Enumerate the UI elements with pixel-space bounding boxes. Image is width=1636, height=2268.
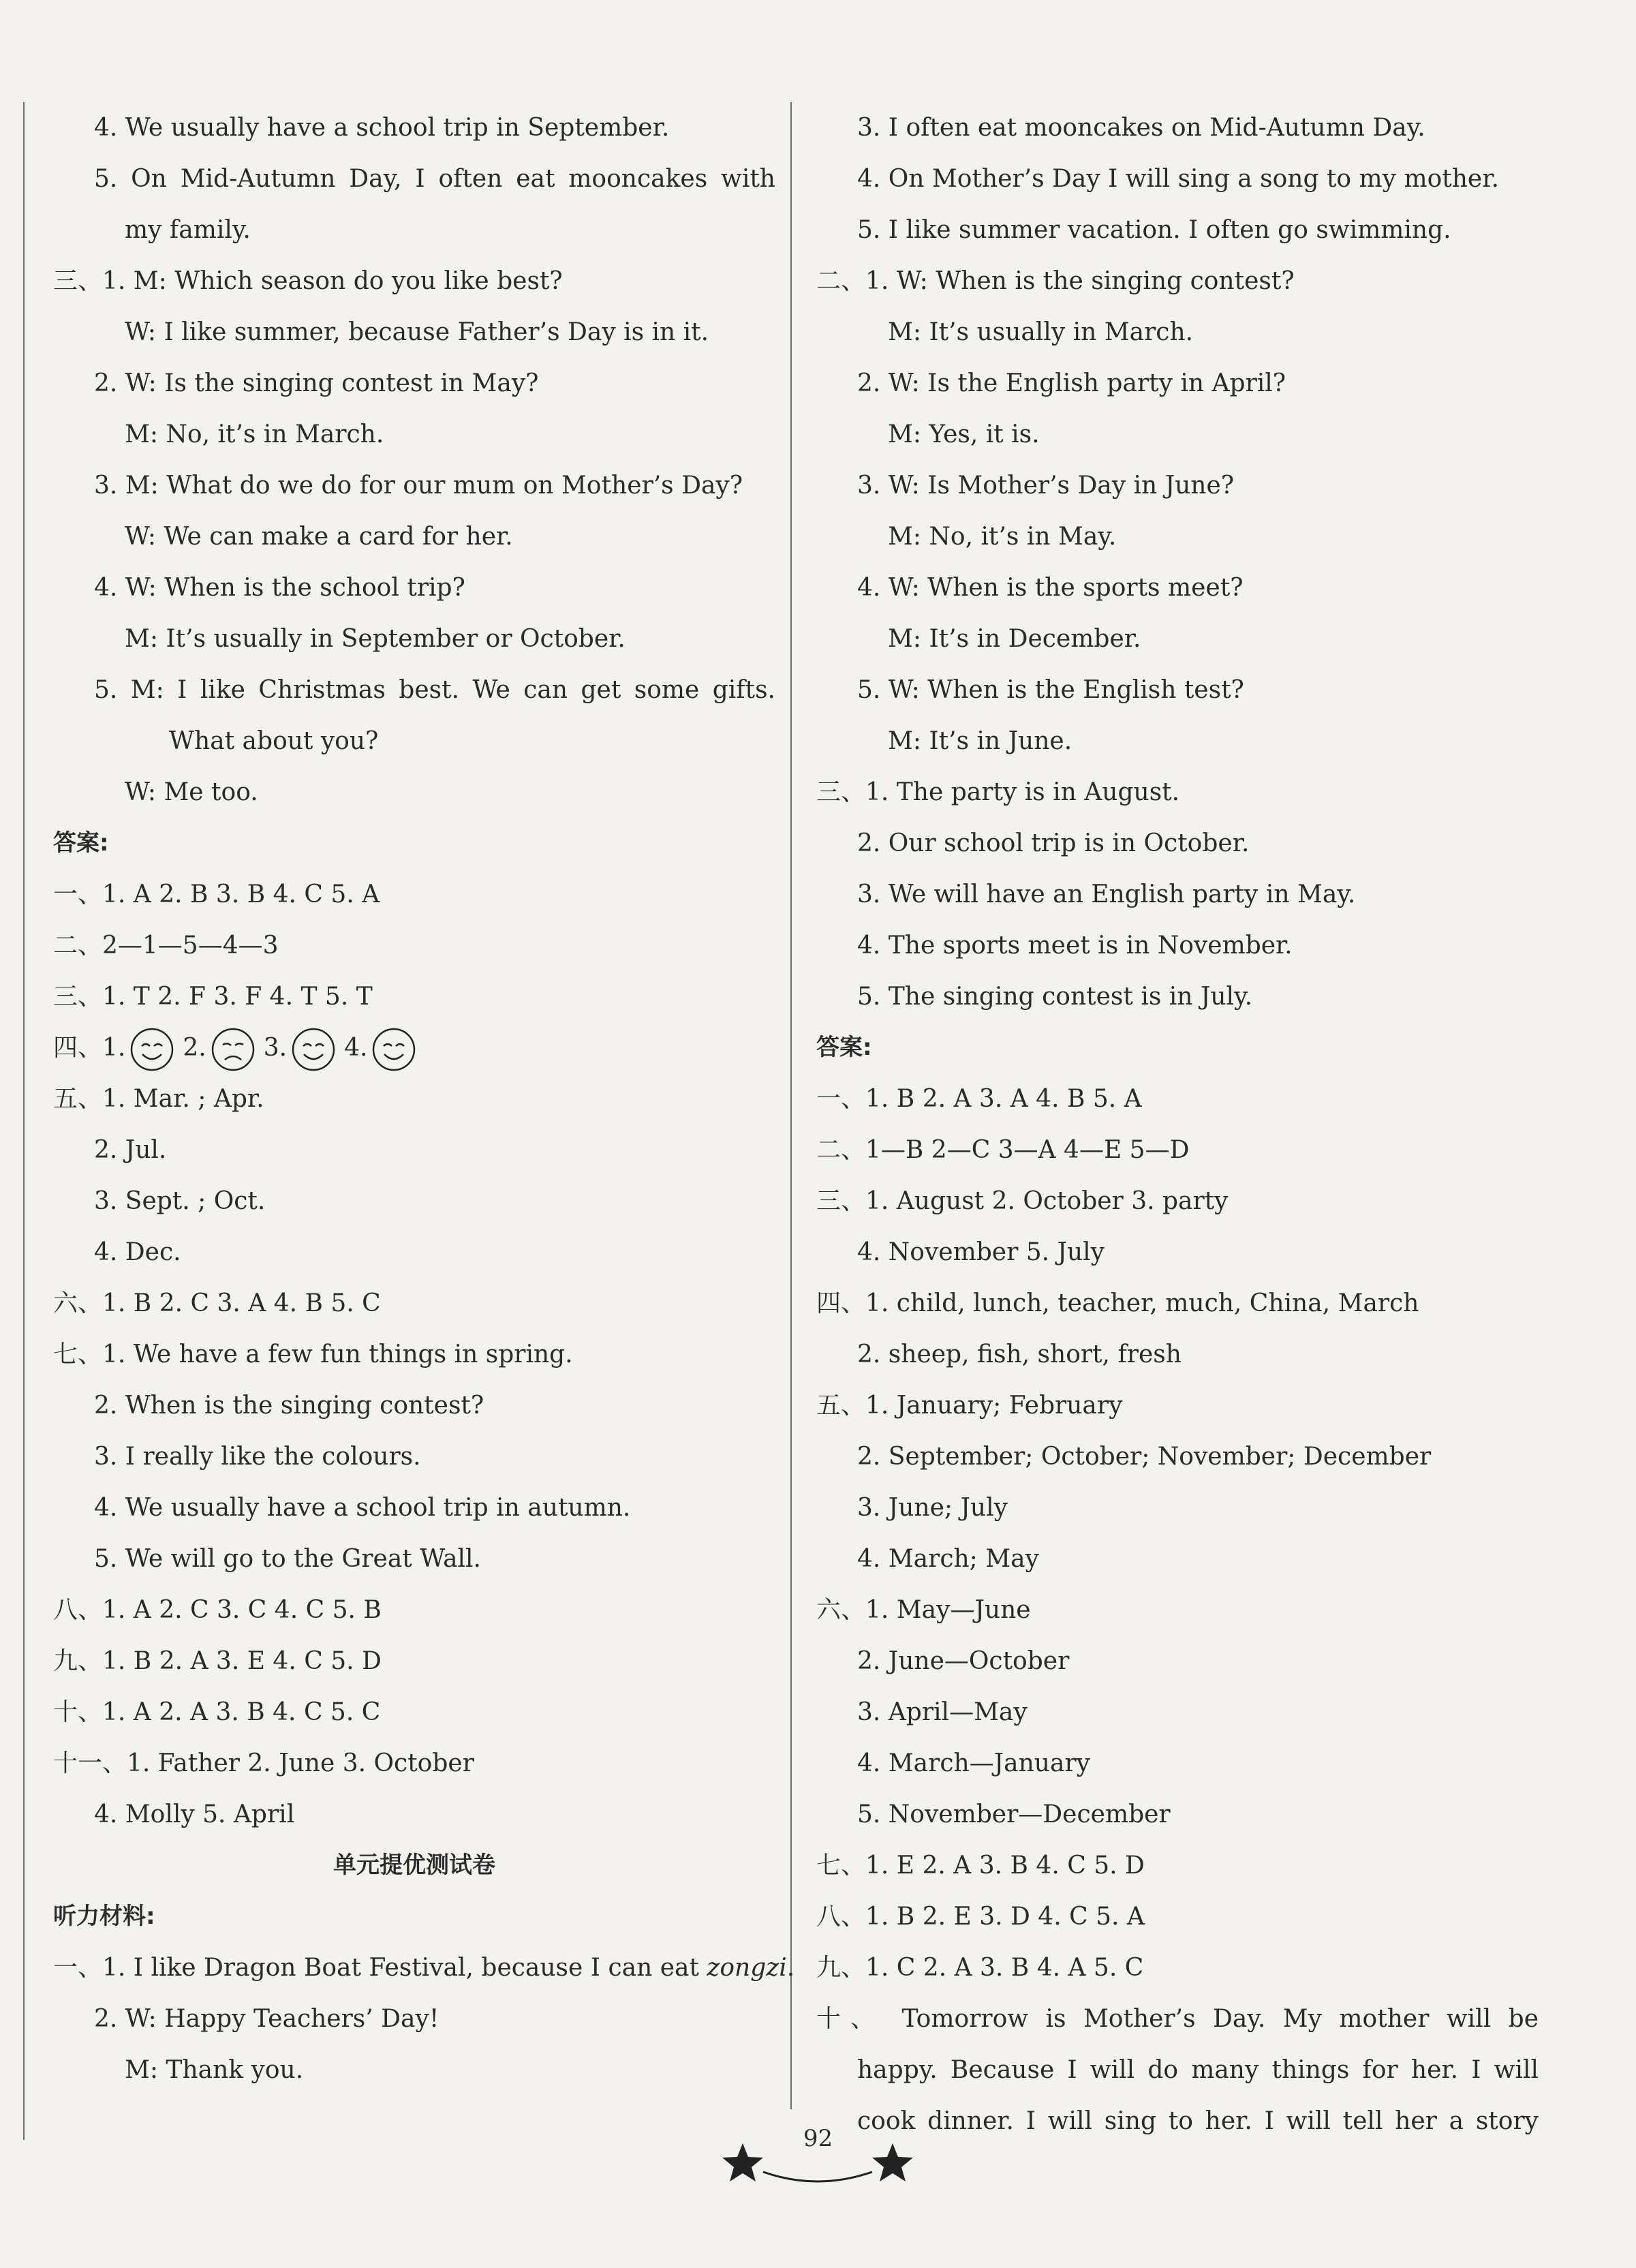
answer-line xyxy=(53,460,775,511)
line-text: 二、1. W: When is the singing contest? xyxy=(816,267,1295,295)
answer-line xyxy=(53,102,775,153)
section-heading xyxy=(53,818,775,869)
sad-face-icon xyxy=(211,1027,256,1072)
line-text: 2. W: Is the singing contest in May? xyxy=(94,369,539,397)
line-text: 四、1. child, lunch, teacher, much, China, March xyxy=(816,1289,1419,1317)
face-answer-label: 2. xyxy=(183,1034,206,1062)
answer-line xyxy=(816,256,1539,307)
line-text: 4. November 5. July xyxy=(857,1238,1105,1266)
line-text: 六、1. B 2. C 3. A 4. B 5. C xyxy=(53,1289,381,1317)
left-column xyxy=(53,102,795,2096)
line-text: 2. Jul. xyxy=(94,1136,167,1164)
line-text: 一、1. I like Dragon Boat Festival, because I can eat zongzi. xyxy=(53,1954,795,1982)
answer-line xyxy=(816,1942,1539,1993)
section-heading xyxy=(53,1891,775,1942)
answer-line xyxy=(53,1124,775,1176)
line-text: M: Thank you. xyxy=(125,2056,304,2084)
line-text: 3. I really like the colours. xyxy=(94,1443,421,1471)
line-text: 3. April—May xyxy=(857,1698,1028,1726)
line-text: 2. When is the singing contest? xyxy=(94,1392,484,1420)
answer-line xyxy=(816,358,1539,409)
answer-line xyxy=(53,409,775,460)
face-answer-prefix: 四、1. xyxy=(53,1034,126,1062)
section-heading xyxy=(816,1022,1539,1073)
answer-line xyxy=(816,460,1539,511)
line-text: 三、1. The party is in August. xyxy=(816,778,1180,806)
answer-line xyxy=(53,716,775,767)
line-text: 九、1. B 2. A 3. E 4. C 5. D xyxy=(53,1647,382,1675)
answer-line xyxy=(816,1482,1539,1533)
answer-line xyxy=(53,1380,775,1431)
line-text: W: I like summer, because Father’s Day is in it. xyxy=(125,318,709,346)
line-text: 九、1. C 2. A 3. B 4. A 5. C xyxy=(816,1954,1144,1982)
answer-line xyxy=(816,1073,1539,1124)
line-text: 4. We usually have a school trip in autumn. xyxy=(94,1494,631,1522)
line-text: 4. Molly 5. April xyxy=(94,1800,295,1828)
answer-line xyxy=(816,153,1539,204)
line-text: 二、1—B 2—C 3—A 4—E 5—D xyxy=(816,1136,1190,1164)
line-text: M: No, it’s in May. xyxy=(888,523,1117,551)
answer-line xyxy=(53,511,775,562)
answer-line xyxy=(53,1073,775,1124)
section-heading xyxy=(53,1840,775,1891)
answer-line xyxy=(816,307,1539,358)
line-text: 5. We will go to the Great Wall. xyxy=(94,1545,482,1573)
face-answer-label: 4. xyxy=(344,1034,368,1062)
answer-line xyxy=(816,1840,1539,1891)
line-text: 三、1. T 2. F 3. F 4. T 5. T xyxy=(53,983,373,1011)
answer-line xyxy=(816,1124,1539,1176)
answer-line xyxy=(816,1431,1539,1482)
line-text: 4. W: When is the school trip? xyxy=(94,574,465,602)
column-divider xyxy=(790,102,792,2109)
answer-line xyxy=(816,204,1539,256)
line-text: 5. W: When is the English test? xyxy=(857,676,1244,704)
line-text: 3. W: Is Mother’s Day in June? xyxy=(857,472,1235,500)
line-text: 5. I like summer vacation. I often go swimming. xyxy=(857,216,1451,244)
answer-line xyxy=(53,664,775,716)
line-text: 听力材料: xyxy=(53,1903,155,1930)
answer-line xyxy=(53,1789,775,1840)
line-text: 5. The singing contest is in July. xyxy=(857,983,1253,1011)
line-text: M: It’s in December. xyxy=(888,625,1141,653)
face-answers-line xyxy=(53,1022,775,1073)
line-text: 八、1. A 2. C 3. C 4. C 5. B xyxy=(53,1596,382,1624)
line-text: 2. W: Is the English party in April? xyxy=(857,369,1286,397)
line-text: 答案: xyxy=(816,1034,872,1061)
answer-line xyxy=(53,1227,775,1278)
answer-line xyxy=(53,1278,775,1329)
line-text: 5. M: I like Christmas best. We can get some gifts. xyxy=(94,676,775,704)
answer-line xyxy=(53,920,775,971)
answer-line xyxy=(816,1993,1539,2044)
line-text: 五、1. January; February xyxy=(816,1392,1123,1420)
line-text: 4. The sports meet is in November. xyxy=(857,932,1293,960)
line-text: 4. Dec. xyxy=(94,1238,181,1266)
line-text: 答案: xyxy=(53,829,109,857)
line-text: cook dinner. I will sing to her. I will tell her a story xyxy=(857,2107,1539,2135)
answer-line xyxy=(53,1942,795,1993)
line-text: 2. W: Happy Teachers’ Day! xyxy=(94,2005,439,2033)
answer-line xyxy=(816,511,1539,562)
line-text: M: Yes, it is. xyxy=(888,420,1040,448)
answer-line xyxy=(53,1329,775,1380)
line-text: 5. On Mid-Autumn Day, I often eat mooncakes with xyxy=(94,165,775,193)
answer-line xyxy=(816,1636,1539,1687)
line-text: What about you? xyxy=(169,727,379,755)
answer-line xyxy=(53,256,775,307)
line-text: 八、1. B 2. E 3. D 4. C 5. A xyxy=(816,1903,1145,1931)
line-text: 4. March; May xyxy=(857,1545,1039,1573)
line-text: W: We can make a card for her. xyxy=(125,523,513,551)
line-text: 4. March—January xyxy=(857,1749,1090,1777)
answer-line xyxy=(53,204,775,256)
line-text: 3. June; July xyxy=(857,1494,1008,1522)
answer-line xyxy=(53,767,775,818)
answer-line xyxy=(816,920,1539,971)
answer-line xyxy=(53,1636,775,1687)
answer-line xyxy=(816,1329,1539,1380)
answer-line xyxy=(816,1789,1539,1840)
answer-line xyxy=(816,613,1539,664)
line-text: W: Me too. xyxy=(125,778,258,806)
line-text: 2. June—October xyxy=(857,1647,1070,1675)
answer-line xyxy=(816,562,1539,613)
line-text: M: It’s usually in March. xyxy=(888,318,1194,346)
line-text: 十一、1. Father 2. June 3. October xyxy=(53,1749,474,1777)
answer-line xyxy=(53,1533,775,1584)
line-text: 2. sheep, fish, short, fresh xyxy=(857,1340,1182,1368)
answer-line xyxy=(816,767,1539,818)
answer-line xyxy=(816,1891,1539,1942)
line-text: M: It’s in June. xyxy=(888,727,1072,755)
line-text: my family. xyxy=(125,216,251,244)
line-text: 5. November—December xyxy=(857,1800,1171,1828)
answer-line xyxy=(53,307,775,358)
happy-face-icon xyxy=(129,1027,174,1072)
answer-line xyxy=(816,1176,1539,1227)
answer-line xyxy=(816,1533,1539,1584)
right-column xyxy=(816,102,1539,2147)
line-text: 2. September; October; November; December xyxy=(857,1443,1432,1471)
answer-line xyxy=(816,869,1539,920)
line-text: happy. Because I will do many things for her. I will xyxy=(857,2056,1539,2084)
line-text: 三、1. August 2. October 3. party xyxy=(816,1187,1229,1215)
answer-line xyxy=(53,153,775,204)
line-text: M: It’s usually in September or October. xyxy=(125,625,626,653)
answer-line xyxy=(53,971,775,1022)
line-text: 六、1. May—June xyxy=(816,1596,1031,1624)
answer-line xyxy=(53,1584,775,1636)
line-text: 一、1. A 2. B 3. B 4. C 5. A xyxy=(53,880,380,908)
line-text: 2. Our school trip is in October. xyxy=(857,829,1250,857)
answer-line xyxy=(816,818,1539,869)
answer-line xyxy=(816,2044,1539,2096)
answer-line xyxy=(53,2044,775,2096)
line-text: 七、1. E 2. A 3. B 4. C 5. D xyxy=(816,1852,1145,1880)
happy-face-icon xyxy=(371,1027,416,1072)
answer-line xyxy=(53,562,775,613)
answer-line xyxy=(53,1431,775,1482)
answer-line xyxy=(816,664,1539,716)
line-text: M: No, it’s in March. xyxy=(125,420,384,448)
answer-line xyxy=(816,971,1539,1022)
line-text: 二、2—1—5—4—3 xyxy=(53,932,279,960)
answer-line xyxy=(53,1176,775,1227)
answer-line xyxy=(816,1687,1539,1738)
swoosh-line xyxy=(763,2172,872,2181)
answer-line xyxy=(53,613,775,664)
page-number: 92 xyxy=(803,2125,833,2152)
line-text: 4. We usually have a school trip in September. xyxy=(94,114,670,142)
answer-line xyxy=(816,409,1539,460)
line-text: 3. M: What do we do for our mum on Mother’s Day? xyxy=(94,472,743,500)
answer-line xyxy=(53,1738,775,1789)
answer-line xyxy=(816,1227,1539,1278)
line-text: 七、1. We have a few fun things in spring. xyxy=(53,1340,573,1368)
line-text: 十、 Tomorrow is Mother’s Day. My mother will be xyxy=(816,2005,1539,2033)
line-text: 4. On Mother’s Day I will sing a song to my mother. xyxy=(857,165,1499,193)
line-text: 三、1. M: Which season do you like best? xyxy=(53,267,563,295)
answer-line xyxy=(53,1482,775,1533)
answer-line xyxy=(53,869,775,920)
line-text: 3. Sept. ; Oct. xyxy=(94,1187,266,1215)
answer-line xyxy=(816,1380,1539,1431)
answer-line xyxy=(53,1687,775,1738)
answer-line xyxy=(53,1993,775,2044)
line-text: 十、1. A 2. A 3. B 4. C 5. C xyxy=(53,1698,381,1726)
line-text: 五、1. Mar. ; Apr. xyxy=(53,1085,264,1113)
answer-line xyxy=(816,102,1539,153)
line-text: 4. W: When is the sports meet? xyxy=(857,574,1244,602)
happy-face-icon xyxy=(291,1027,336,1072)
answer-line xyxy=(816,1738,1539,1789)
answer-line xyxy=(816,1278,1539,1329)
answer-line xyxy=(816,1584,1539,1636)
line-text: 3. We will have an English party in May. xyxy=(857,880,1356,908)
answer-line xyxy=(53,358,775,409)
left-margin-rule xyxy=(23,102,25,2140)
line-text: 一、1. B 2. A 3. A 4. B 5. A xyxy=(816,1085,1142,1113)
face-answer-label: 3. xyxy=(263,1034,288,1062)
answer-line xyxy=(816,716,1539,767)
line-text: 单元提优测试卷 xyxy=(333,1852,495,1879)
line-text: 3. I often eat mooncakes on Mid-Autumn Day. xyxy=(857,114,1425,142)
